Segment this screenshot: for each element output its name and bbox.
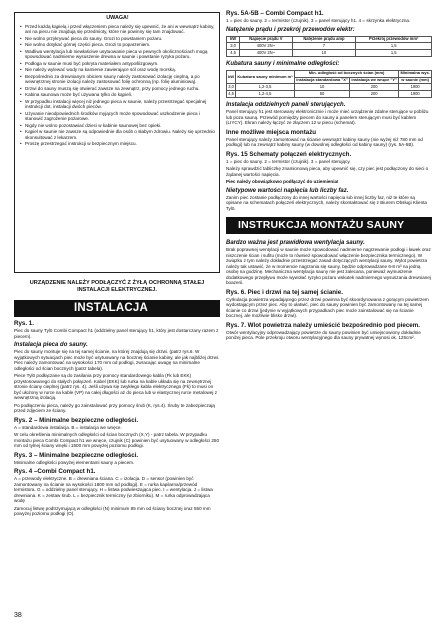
instalacja-heading: INSTALACJA xyxy=(14,300,220,317)
warning-item: • Proszę przestrzegać instrukcji w bezpiecznym miejscu. xyxy=(20,141,215,147)
rys4-title: Rys. 4 –Combi Compact h1. xyxy=(14,468,96,476)
install-paragraph-2: Piece Tylö podłączane są do zasilania przy pomocy standardowego kabla (Fk lub EKK) przystosowanego do stałych połączeń. Kabel (EKK) lub rurka na kable układa się na zewnętrznej stronie ściany cieplnej (patrz rys. 4). Jeśli używa się zwykłego kabla elektrycznego (Fk) to musi on być ułożony w rurce na kable (VP) na całej długości aż do pieca lub w elastycznej rurce metalowej z wewnętrzną izolacją. xyxy=(14,373,217,401)
rys5-text: 1 = piec do sauny. 2 = termistor (czujnik). 3 = panel sterujący h1. 4 = skrzynka elektryczna. xyxy=(226,18,411,23)
rys4-text: A = przewody elektryczne. B = drewniana ściana. C = izolacja. D = sensor (powinien być zamontowany na ścianie na wysokości 1800 mm od podłogi). E = rurka kapilarna/przewód termistora. G = oddzielny panel sterujący. H = listwa podwieszająca piec. I = wentylacja. J = listwa drewniana. K = zestaw śrub. L = bezpiecznik termiczny (w zbiorniku). M = rurka odprowadzająca wodę xyxy=(14,476,213,504)
volume-table xyxy=(226,70,432,98)
install-paragraph-3: Po podłączeniu pieca, należy go zainstalować przy pomocy śrub (K, rys.4). Śruby te zabezpieczają przed zdjęciem ze ściany. xyxy=(14,402,215,414)
warning-item: • Nie należy wylewać wody na kamienie zawierające sól oraz wodę morską. xyxy=(20,67,215,73)
warning-item: • Nigdy nie wolno pozostawiać dzieci w kabinie saunowej bez opieki. xyxy=(20,123,215,129)
th-niche: instalacja we wnęce "Y" xyxy=(351,77,397,83)
table-cell: 400V 2N~ xyxy=(240,43,292,50)
table-cell: 1,2-4,5 xyxy=(236,91,295,98)
other-locations-text: Panel sterujący należy zamontować na ścianie wewnątrz kabiny sauny (nie wyżej niż 780 mm od podłogi) lub na zewnątrz kabiny sauny (w dowolnej odległości od kabiny sauny) (rys. 5A-5B). xyxy=(226,136,423,148)
rys3-title: Rys. 3 – Minimalne bezpieczne odległości. xyxy=(14,451,139,459)
warning-list xyxy=(20,24,215,147)
table-cell: 200 xyxy=(350,84,399,91)
rys6-text: Cyrkulacja powietrza wpadającego przez drzwi powinna być skoordynowana z gorącym powietrzem wydostającym przez piec. Aby to ułatwić, piec do sauny powinien być zamontowany na tej samej ścianie co drzwi (jedynie w wyjątkowych przypadkach piec może zainstalować się na ścianie bocznej, ale możliwie blisko drzwi). xyxy=(226,296,429,319)
rys2-text: W celu określenia minimalnych odległości od ścian bocznych (X,Y) - patrz tabela. W przypadku montażu pieca Combi Compact h1 we wnęce, czujnik (C) powinien być usytuowany w odległości 250 mm od tylnej ściany wnęki i 1500 mm powyżej poziomu podłogi. xyxy=(14,432,220,449)
table-row xyxy=(227,50,432,57)
table-cell: 1900 xyxy=(399,91,432,98)
rys6-title: Rys. 6. Piec i drzwi na tej samej ścianie. xyxy=(226,288,343,296)
separate-panels-text: Panel sterujący h1 jest sterowany elektronicznie i może mieć urządzenie zdalne sterujące w pobliżu lub poza sauną. Przewód pomiędzy piecem do sauny a panelem sterującym musi być kablem (LIYCY). Ekran należy łączyć ze złączem 12 w piecu (schemat). xyxy=(226,109,429,126)
table-row xyxy=(227,91,432,98)
th-distance: Min. odległość od bocznych ścian (mm) xyxy=(294,70,398,77)
rys7-title: Rys. 7. Wlot powietrza należy umieścić bezpośrednio pod piecem. xyxy=(226,321,420,329)
th-height: Minimalna wys. xyxy=(400,70,430,76)
table-cell: 1900 xyxy=(399,84,432,91)
table-row xyxy=(227,84,432,91)
warning-item: • Użyvanie nieodpowiednich środków myjących może spowodować uszkodzenie pieca i stanowić zagrożenie pożarowe. xyxy=(20,111,215,122)
unusual-voltage-text: Zanim piec zostanie podłączony do innej wartości napięcia lub innej liczby faz, niż te które są opisane na schematach połączeń elektrycznych, należy skontaktować się z Biurem Obsługi Klienta Tylö. xyxy=(226,194,427,211)
install-paragraph-1: Piec do sauny montuje się na tej samej ścianie, na której znajdują się drzwi. (patrz rys.6. W wyjątkowych sytuacjach piec może być usytuowany na bocznej ścianie kabiny, ale jak najbliżej drzwi. Piec należy zamontować na wysokości 170 mm od podłogi, zwracając uwagę na minimalne odległości od ścian bocznych (patrz tabela). xyxy=(14,349,220,371)
mounting-heading: INSTRUKCJA MONTAŻU SAUNY xyxy=(226,217,432,234)
warning-item: • Wadliwa wentylacja lub niewłaściwe usytuowanie pieca w pewnych okolicznościach mogą spowodować nadmierne wysuszenie drewna w saunie i powstanie ryzyka pożaru. xyxy=(20,49,215,60)
rys1-title: Rys. 1. xyxy=(14,320,34,328)
electrical-note: URZĄDZENIE NALEŻY PODŁĄCZYĆ Z ŻYŁĄ OCHRONNĄ STAŁEJ INSTALACJI ELEKTRYCZNEJ. xyxy=(29,280,205,293)
table-cell: 3,0 xyxy=(227,43,240,50)
table-cell: 4,5 xyxy=(228,90,234,96)
table-cell: 1,2-3,5 xyxy=(236,84,295,91)
left-column xyxy=(14,12,220,519)
table-header-cell: Natężenie prądu amp xyxy=(292,36,356,43)
ventilation-text: Brak poprawnej wentylacji w saunie może spowodować nadmierne nagrzewanie podłogi i ławek oraz niszczenie ścian i sufitu (może to również spowodować włączenie bezpiecznika termicznego). W związku z tym należy dokładnie przestrzegać zasad dotyczących wentylacji sauny. Wylot powietrza należy tak ustawić, że w momencie nagrzania się sauny, będzie odprowadzane 6-8 m³ na jedną osobę na godzinę. Mechaniczna wentylacja sauny nie jest zalecana, ponieważ wymuszenie dodatkowego przepływu może wywołać ryzyko pożaru wskutek nadmiernego wysuszania drewnianej boazerii. xyxy=(226,247,431,286)
rys15-legend: 1 = piec do sauny. 2 = termistor (czujnik). 3 = panel sterujący. xyxy=(226,158,351,164)
current-table xyxy=(226,36,432,57)
table-header-cell: Przekrój przewodów mm² xyxy=(356,36,432,43)
warning-title: UWAGA! xyxy=(106,15,129,21)
rys3-text: Minimalne odległości powyżej elementami sauny a piecem. xyxy=(14,459,135,465)
table-cell: 3,0 xyxy=(228,83,234,89)
table1-title: Natężenie prądu i przekrój przewodów elektr: xyxy=(226,26,355,33)
page-number: 38 xyxy=(14,612,22,619)
warning-item: • Nie wolno dotykać górnej części pieca. Grozi to poparzeniem. xyxy=(20,42,215,48)
th-kw: kW xyxy=(227,70,236,84)
other-locations-title: Inne możliwe miejsca montażu xyxy=(226,128,317,136)
rys2-title: Rys. 2 – Minimalne bezpieczne odległości. xyxy=(14,416,139,424)
separate-panels-heading: Instalacja oddzielnych paneli sterujących. xyxy=(226,102,346,109)
th-volume: Kubatura sauny minimum m³ xyxy=(236,70,295,84)
warning-item: • Nie wolno przykrywać pieca do sauny. Grozi to powstaniem pożaru. xyxy=(20,36,215,42)
table-cell: 10 xyxy=(294,84,349,91)
table-header-cell: Napięcie prądu V xyxy=(240,36,292,43)
table-cell: 7 xyxy=(292,43,356,50)
table-cell: 400V 2N~ xyxy=(240,50,292,57)
rys7-text: Otwór wentylacyjny odprowadzający powietrze do sauny powinien być umiejscowiony dokładnie poniżej pieca. Pole przekroju otworu wentylacyjnego dla sauny prywatnej wynosi ok. 125cm². xyxy=(226,329,421,341)
warning-item: • W przypadku instalacji więcej niż jednego pieca w saunie, należy przestrzegać specjalnej instrukcji dot. instalacji dwóch pieców. xyxy=(20,99,215,110)
warning-item: • Podłoga w saunie musi być pokryta materiałem antypoślizgowym. xyxy=(20,61,215,67)
warning-item: • Kąpiel w saunie nie zawsze są odpowiednie dla osób o słabym zdrowiu. Należy się uprzednio skonsultować z lekarzem. xyxy=(20,129,215,140)
table-cell: 200 xyxy=(350,91,399,98)
warning-item: • Przed każdą kąpielą i przed włączeniem pieca należy się upewnić, że ani w wewnątrz kabiny, ani na piecu nie znajdują się przedmioty, które nie powinny się tam znajdować. xyxy=(20,24,215,35)
rys15-title: Rys. 15 Schematy połączeń elektrycznych. xyxy=(226,150,352,158)
voltage-check-text: Należy sprawdzić tabliczkę znamionową pieca, aby upewnić się, czy piec jest podłączony do sieci o żądanej wartości napięcia. xyxy=(226,166,429,177)
table-cell: 1,5 xyxy=(356,43,432,50)
warning-item: • Bezpośrednio za drewnianym obiciem sauny należy zastosować izolację cieplną, a po wewnętrznej stronie izolacji należy zastosować folię ochronną (np. folię aluminiową). xyxy=(20,74,215,85)
table-row xyxy=(227,43,432,50)
table-cell: 50 xyxy=(294,91,349,98)
table-cell: 4,5 xyxy=(227,50,240,57)
th-standard: instalacja standardowa "X" xyxy=(296,77,348,83)
ventilation-heading: Bardzo ważna jest prawidłowa wentylacja sauny. xyxy=(226,240,365,247)
install-paragraph-4: Zamocuj listwę podtrzymującą w odległości (N) minimum 85 mm od ściany bocznej oraz 550 mm powyżej poziomu podłogi (O). xyxy=(14,505,211,517)
warning-item: • Kabina saunowa może być używana tylko do kąpieli. xyxy=(20,92,215,98)
table-header-cell: kW xyxy=(227,36,240,43)
rys2-legend: A = standardowa instalacja. B = instalacja we wnęce. xyxy=(14,424,122,430)
warning-box xyxy=(14,12,220,273)
warning-item: • Drzwi do sauny muszą się otwierać zawsze na zewnątrz, przy pomocy jednego ruchu. xyxy=(20,86,215,92)
table2-title: Kubatura sauny i minimalne odległości: xyxy=(226,60,340,67)
right-column xyxy=(226,10,432,343)
table-cell: 1,5 xyxy=(356,50,432,57)
unusual-voltage-heading: Nietypowe wartości napięcia lub liczby faz. xyxy=(226,187,349,194)
th-in-sauna: w saunie (mm) xyxy=(399,77,432,84)
install-subheading: Instalacja pieca do sauny. xyxy=(14,342,88,349)
grounding-warning: Piec należy obowiązkowo podłączyć do uziemienia! xyxy=(226,179,339,185)
table-cell: 10 xyxy=(292,50,356,57)
rys5-title: Rys. 5A-5B – Combi Compact h1. xyxy=(226,10,324,17)
rys1-text: Piec do sauny Tylö Combi Compact h1 (oddzielny panel sterujący h1, który jest dostarczany razem z piecem). xyxy=(14,328,219,339)
